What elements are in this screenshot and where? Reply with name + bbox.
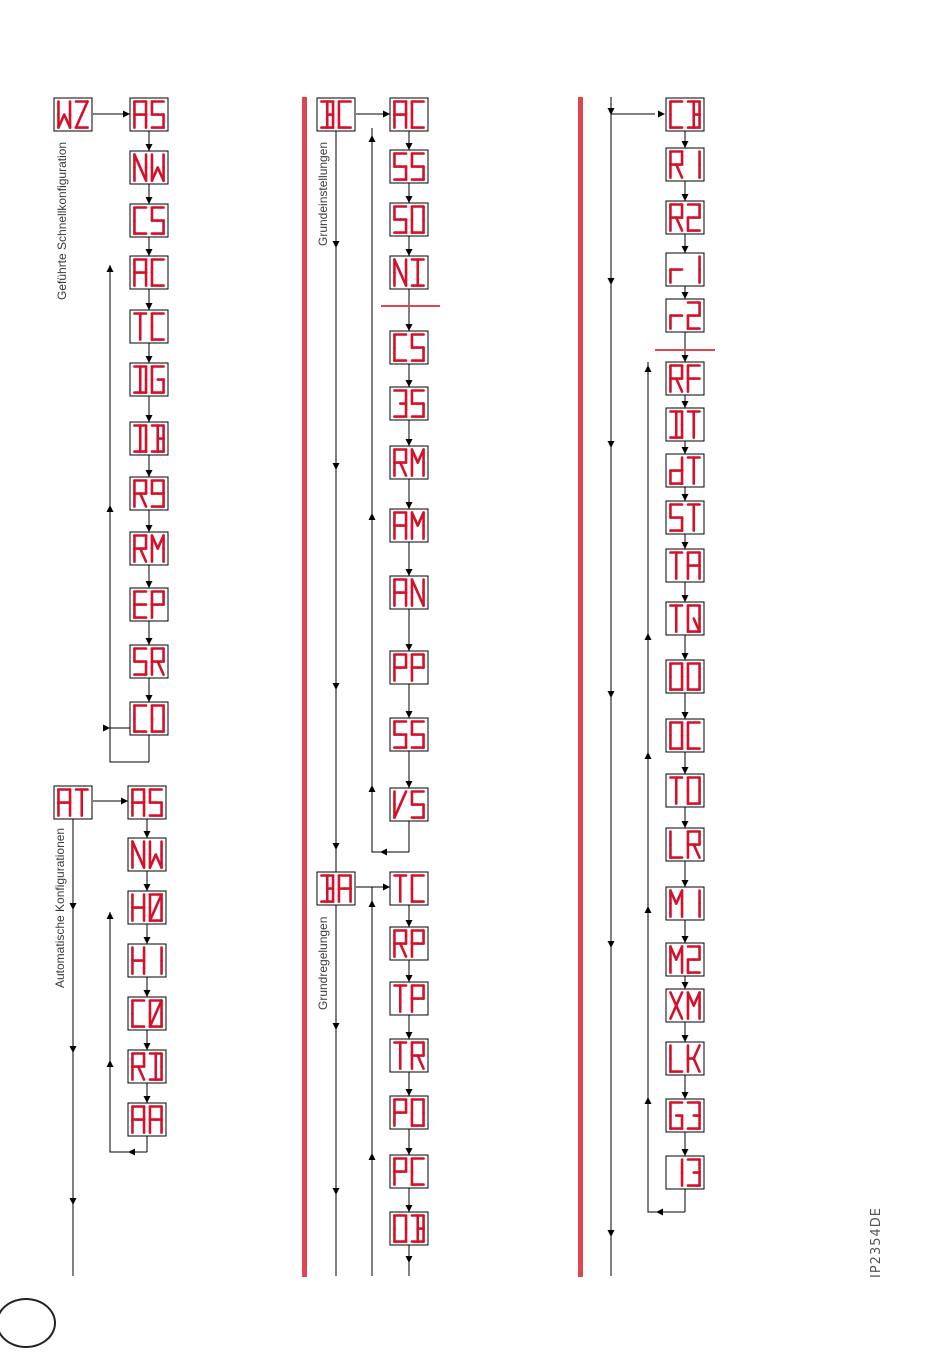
menu-item-at-h0[interactable] xyxy=(128,891,166,924)
section-label-basic-controls: Grundregelungen xyxy=(316,916,330,1010)
arrowhead xyxy=(608,1230,615,1237)
arrowhead xyxy=(682,292,689,299)
menu-item-at-h1[interactable] xyxy=(128,944,166,977)
arrowhead xyxy=(369,513,376,520)
arrowhead xyxy=(369,135,376,142)
menu-item-bc-rm[interactable] xyxy=(390,446,428,479)
menu-item-col3-dt[interactable] xyxy=(666,454,704,487)
arrowhead xyxy=(380,849,387,856)
arrowhead xyxy=(70,1046,77,1053)
arrowhead xyxy=(406,569,413,576)
menu-item-col3-st[interactable] xyxy=(666,501,704,534)
arrowhead xyxy=(144,1096,151,1103)
arrowhead xyxy=(608,941,615,948)
arrowhead xyxy=(682,542,689,549)
arrowhead xyxy=(107,505,114,512)
arrowhead xyxy=(682,1092,689,1099)
menu-item-ba-rp[interactable] xyxy=(390,927,428,960)
arrowhead xyxy=(682,401,689,408)
arrowhead xyxy=(369,900,376,907)
arrowhead xyxy=(333,463,340,470)
menu-head-bc[interactable] xyxy=(317,98,355,131)
menu-item-col3-r2[interactable] xyxy=(666,299,704,332)
menu-item-col3-dt[interactable] xyxy=(666,408,704,441)
arrowhead xyxy=(144,1043,151,1050)
arrowhead xyxy=(146,303,153,310)
arrowhead xyxy=(645,906,652,913)
menu-item-ba-tc[interactable] xyxy=(390,872,428,905)
arrowhead xyxy=(333,1023,340,1030)
menu-item-wz-dg[interactable] xyxy=(130,363,168,396)
section-label-guided-quick-config: Geführte Schnellkonfiguration xyxy=(55,141,69,300)
arrowhead xyxy=(406,380,413,387)
menu-item-col3-r2[interactable] xyxy=(666,201,704,234)
menu-item-col3-cb[interactable] xyxy=(666,98,704,131)
menu-item-bc-ss[interactable] xyxy=(390,150,428,183)
menu-item-bc-3s[interactable] xyxy=(390,387,428,420)
arrowhead xyxy=(369,785,376,792)
menu-head-ba[interactable] xyxy=(317,872,355,905)
menu-item-ba-po[interactable] xyxy=(390,1096,428,1129)
menu-item-at-as[interactable] xyxy=(128,786,166,819)
arrowhead xyxy=(144,937,151,944)
arrowhead xyxy=(103,725,110,732)
arrowhead xyxy=(608,691,615,698)
menu-item-col3-lk[interactable] xyxy=(666,1042,704,1075)
arrowhead xyxy=(406,1256,413,1263)
arrowhead xyxy=(608,441,615,448)
arrowhead xyxy=(682,767,689,774)
menu-item-ba-pc[interactable] xyxy=(390,1155,428,1188)
arrowhead xyxy=(333,683,340,690)
arrowhead xyxy=(144,831,151,838)
menu-item-bc-ac[interactable] xyxy=(390,98,428,131)
menu-item-col3-m2[interactable] xyxy=(666,943,704,976)
menu-item-ba-tp[interactable] xyxy=(390,982,428,1015)
menu-item-col3-r1[interactable] xyxy=(666,148,704,181)
menu-item-bc-am[interactable] xyxy=(390,509,428,542)
menu-item-col3-m1[interactable] xyxy=(666,887,704,920)
arrowhead xyxy=(682,494,689,501)
arrowhead xyxy=(128,1149,135,1156)
arrowhead xyxy=(682,1035,689,1042)
arrowhead xyxy=(645,752,652,759)
menu-item-wz-ac[interactable] xyxy=(130,256,168,289)
menu-item-bc-ni[interactable] xyxy=(390,256,428,289)
menu-item-wz-ep[interactable] xyxy=(130,588,168,621)
menu-item-bc-vs[interactable] xyxy=(390,788,428,821)
menu-item-col3-xm[interactable] xyxy=(666,989,704,1022)
menu-item-wz-nw[interactable] xyxy=(130,151,168,184)
arrowhead xyxy=(333,241,340,248)
display-box-frame xyxy=(130,310,168,343)
arrowhead xyxy=(333,843,340,850)
arrowhead xyxy=(406,1089,413,1096)
arrowhead xyxy=(369,1153,376,1160)
menu-item-col3-r1[interactable] xyxy=(666,253,704,286)
arrowhead xyxy=(406,711,413,718)
menu-item-ba-ob[interactable] xyxy=(390,1212,428,1245)
arrowhead xyxy=(146,525,153,532)
arrowhead xyxy=(146,144,153,151)
menu-item-wz-cs[interactable] xyxy=(130,204,168,237)
arrowhead xyxy=(682,246,689,253)
arrowhead xyxy=(146,356,153,363)
arrowhead xyxy=(406,781,413,788)
arrowhead xyxy=(682,1149,689,1156)
arrowhead xyxy=(144,884,151,891)
display-box-frame xyxy=(390,872,428,905)
menu-item-wz-co[interactable] xyxy=(130,702,168,735)
ba-entry-arrow xyxy=(383,884,390,891)
menu-item-wz-rm[interactable] xyxy=(130,532,168,565)
menu-head-wz[interactable] xyxy=(54,98,92,131)
arrowhead xyxy=(682,194,689,201)
arrowhead xyxy=(144,990,151,997)
arrowhead xyxy=(682,712,689,719)
arrowhead xyxy=(146,415,153,422)
display-box-frame xyxy=(666,408,704,441)
arrowhead xyxy=(146,581,153,588)
arrowhead xyxy=(406,975,413,982)
arrowhead xyxy=(682,447,689,454)
arrowhead xyxy=(658,111,665,118)
arrowhead xyxy=(608,278,615,285)
arrowhead xyxy=(70,1198,77,1205)
menu-item-wz-as[interactable] xyxy=(130,98,168,131)
arrowhead xyxy=(107,1060,114,1067)
menu-item-bc-pp[interactable] xyxy=(390,651,428,684)
arrowhead xyxy=(146,638,153,645)
arrowhead xyxy=(406,644,413,651)
menu-item-col3-g3[interactable] xyxy=(666,1099,704,1132)
menu-item-at-aa[interactable] xyxy=(128,1103,166,1136)
arrowhead xyxy=(406,439,413,446)
arrowhead xyxy=(645,633,652,640)
arrowhead xyxy=(406,324,413,331)
arrowhead xyxy=(406,143,413,150)
arrowhead xyxy=(406,1148,413,1155)
menu-item-col3-13[interactable] xyxy=(666,1156,704,1189)
menu-item-bc-so[interactable] xyxy=(390,203,428,236)
arrowhead xyxy=(682,982,689,989)
menu-item-col3-rf[interactable] xyxy=(666,362,704,395)
arrowhead xyxy=(333,1188,340,1195)
menu-item-col3-to[interactable] xyxy=(666,774,704,807)
arrowhead xyxy=(146,470,153,477)
arrowhead xyxy=(682,936,689,943)
display-box-frame xyxy=(317,98,355,131)
arrowhead xyxy=(146,695,153,702)
menu-item-bc-ss[interactable] xyxy=(390,718,428,751)
menu-item-at-rd[interactable] xyxy=(128,1050,166,1083)
arrowhead xyxy=(70,903,77,910)
menu-item-col3-ta[interactable] xyxy=(666,549,704,582)
menu-item-col3-lr[interactable] xyxy=(666,828,704,861)
arrowhead xyxy=(107,265,114,272)
arrowhead xyxy=(682,880,689,887)
bc-entry-arrow xyxy=(383,111,390,118)
menu-item-col3-tq[interactable] xyxy=(666,602,704,635)
arrowhead xyxy=(682,355,689,362)
menu-item-ba-tr[interactable] xyxy=(390,1039,428,1072)
arrowhead xyxy=(146,197,153,204)
section-label-automatic-config: Automatische Konfigurationen xyxy=(53,827,67,988)
arrowhead xyxy=(406,920,413,927)
menu-item-wz-tc[interactable] xyxy=(130,310,168,343)
menu-item-bc-cs[interactable] xyxy=(390,331,428,364)
menu-item-wz-r9[interactable] xyxy=(130,477,168,510)
menu-item-at-c0[interactable] xyxy=(128,997,166,1030)
arrowhead xyxy=(107,912,114,919)
document-code: IP2354DE xyxy=(869,1207,884,1278)
arrowhead xyxy=(656,1209,663,1216)
menu-item-at-nw[interactable] xyxy=(128,838,166,871)
arrowhead xyxy=(406,1205,413,1212)
arrowhead xyxy=(682,595,689,602)
wz-entry-arrow xyxy=(123,111,130,118)
arrowhead xyxy=(406,196,413,203)
arrowhead xyxy=(682,141,689,148)
arrowhead xyxy=(146,249,153,256)
arrowhead xyxy=(645,1097,652,1104)
menu-item-wz-db[interactable] xyxy=(130,422,168,455)
arrowhead xyxy=(406,249,413,256)
arrowhead xyxy=(682,653,689,660)
menu-item-wz-sr[interactable] xyxy=(130,645,168,678)
menu-head-at[interactable] xyxy=(54,786,92,819)
menu-item-col3-oo[interactable] xyxy=(666,660,704,693)
arrowhead xyxy=(406,1032,413,1039)
section-label-basic-settings: Grundeinstellungen xyxy=(316,141,330,246)
arrowhead xyxy=(406,502,413,509)
at-entry-arrow xyxy=(121,798,128,805)
divider-right xyxy=(578,97,583,1277)
arrowhead xyxy=(645,365,652,372)
arrowhead xyxy=(682,821,689,828)
menu-item-bc-an[interactable] xyxy=(390,576,428,609)
menu-item-col3-oc[interactable] xyxy=(666,719,704,752)
divider-left xyxy=(302,97,307,1277)
